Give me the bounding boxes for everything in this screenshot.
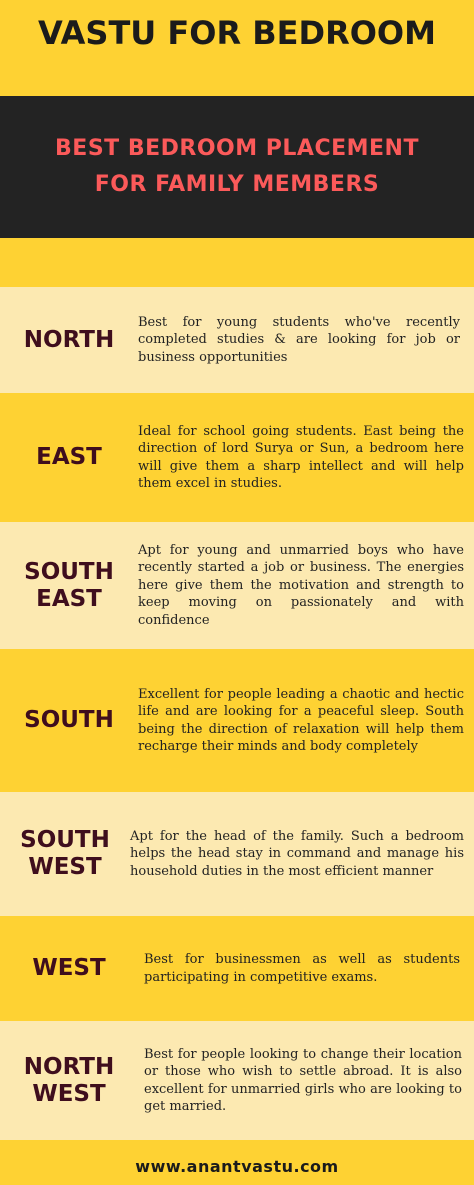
- direction-label: [0, 955, 138, 982]
- direction-label-line: EAST: [36, 444, 102, 470]
- direction-label-line: WEST: [32, 955, 106, 981]
- direction-description: Apt for the head of the family. Such a bedroom helps the head stay in command and manage his household duties in the most efficient manner: [130, 828, 464, 879]
- direction-label: [0, 1054, 138, 1108]
- direction-row-east: [0, 393, 474, 522]
- direction-label-line: SOUTH: [24, 558, 114, 585]
- direction-row-north-west: [0, 1021, 474, 1140]
- direction-label: [0, 444, 138, 471]
- direction-description: Best for people looking to change their location or those who wish to settle abroad. It is also excellent for unmarried girls who are looking to get married.: [144, 1046, 462, 1114]
- direction-row-west: [0, 916, 474, 1021]
- direction-label: [0, 559, 138, 613]
- direction-row-south-east: [0, 522, 474, 649]
- direction-label-line: SOUTH: [24, 707, 114, 733]
- website-link[interactable]: www.anantvastu.com: [135, 1157, 339, 1176]
- direction-description: Best for businessmen as well as students participating in competitive exams.: [144, 952, 460, 985]
- direction-label: [0, 327, 138, 354]
- direction-description: Apt for young and unmarried boys who have recently started a job or business. The energies here give them the motivation and strength to keep moving on passionately and with confidence: [138, 542, 464, 628]
- direction-label-line: SOUTH: [20, 827, 110, 853]
- direction-label-line: WEST: [28, 854, 102, 880]
- banner-line-2: FOR FAMILY MEMBERS: [94, 172, 380, 197]
- direction-label-line: NORTH: [23, 326, 115, 353]
- direction-description: Ideal for school going students. East being the direction of lord Surya or Sun, a bedroom here will give them a sharp intellect and will help them excel in studies.: [138, 423, 464, 491]
- subtitle-banner: [0, 96, 474, 238]
- direction-label: [0, 707, 138, 734]
- direction-description: Excellent for people leading a chaotic and hectic life and are looking for a peaceful sleep. South being the direction of relaxation will help them recharge their minds and body completely: [138, 686, 464, 754]
- direction-label: [0, 827, 130, 881]
- direction-label-line: WEST: [32, 1080, 106, 1107]
- direction-label-line: NORTH: [23, 1053, 115, 1080]
- direction-row-south: [0, 649, 474, 792]
- direction-row-south-west: [0, 792, 474, 916]
- direction-row-north: [0, 287, 474, 393]
- direction-label-line: EAST: [36, 585, 102, 612]
- banner-line-1: BEST BEDROOM PLACEMENT: [55, 136, 419, 161]
- page-title: VASTU FOR BEDROOM: [38, 14, 436, 52]
- direction-description: Best for young students who've recently completed studies & are looking for job or business opportunities: [138, 314, 460, 365]
